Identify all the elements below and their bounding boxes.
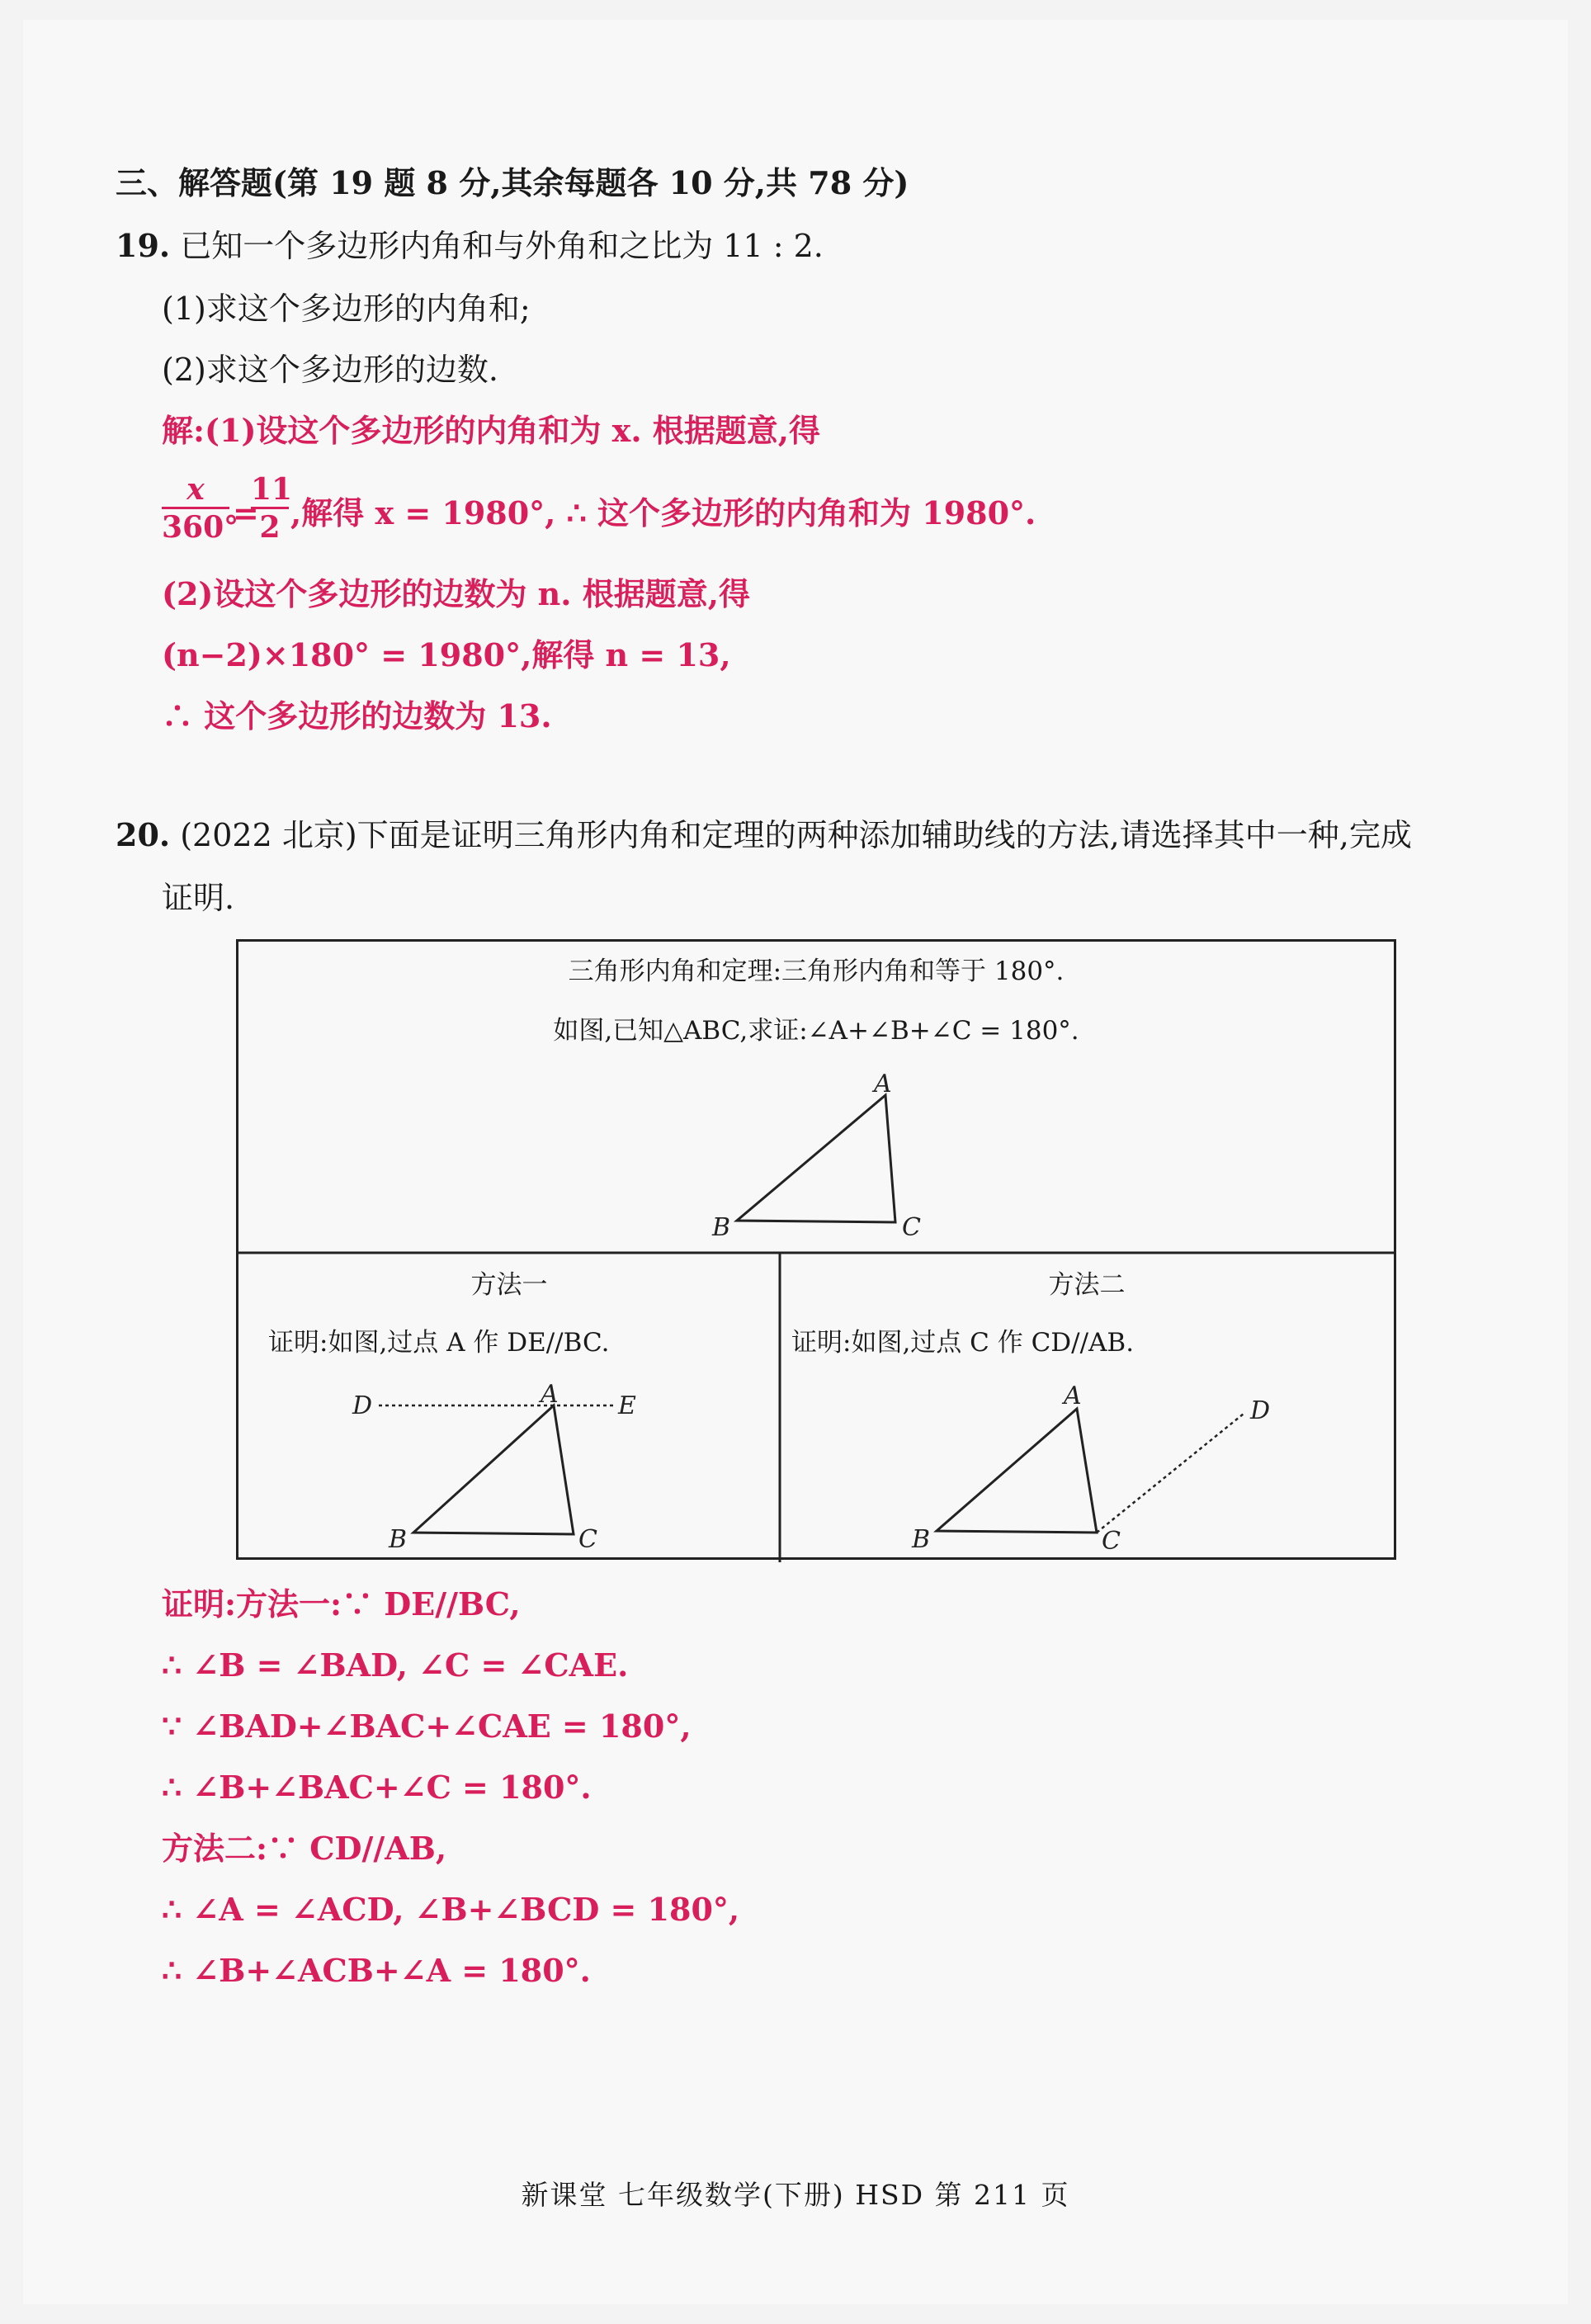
m1-label-a: A: [541, 1380, 559, 1409]
method1-text: 证明:如图,过点 A 作 DE//BC.: [268, 1328, 610, 1358]
q19-solution-line2: ,解得 x = 1980°, ∴ 这个多边形的内角和为 1980°.: [290, 494, 1036, 531]
m1-label-b: B: [389, 1525, 408, 1554]
label-a: A: [874, 1070, 892, 1098]
page-footer: 新课堂 七年级数学(下册) HSD 第 211 页: [521, 2179, 1070, 2211]
q20-solution-line7: ∴ ∠B+∠ACB+∠A = 180°.: [162, 1952, 591, 1989]
q20-solution-line4: ∴ ∠B+∠BAC+∠C = 180°.: [162, 1769, 592, 1806]
triangle-method1: [413, 1405, 574, 1534]
q19-solution-line4: (n−2)×180° = 1980°,解得 n = 13,: [162, 636, 731, 673]
q19-frac-right-num: 11: [251, 472, 293, 507]
question-19-text: 已知一个多边形内角和与外角和之比为 11 : 2.: [180, 228, 824, 264]
theorem-box: [236, 939, 1396, 1560]
m2-label-c: C: [1102, 1527, 1121, 1556]
section-heading: 三、解答题(第 19 题 8 分,其余每题各 10 分,共 78 分): [116, 164, 909, 201]
q19-solution-line5: ∴ 这个多边形的边数为 13.: [162, 697, 552, 735]
triangle-method2: [937, 1409, 1097, 1533]
q20-solution-line5: 方法二:∵ CD//AB,: [162, 1830, 447, 1867]
method2-title: 方法二: [1048, 1270, 1126, 1300]
question-19-number: 19.: [116, 227, 171, 264]
label-b: B: [712, 1213, 731, 1242]
q19-frac-left-den: 360°: [162, 510, 239, 545]
method2-text: 证明:如图,过点 C 作 CD//AB.: [791, 1328, 1135, 1358]
question-20-stem: [116, 815, 1412, 855]
theorem-statement: 三角形内角和定理:三角形内角和等于 180°.: [568, 957, 1065, 986]
question-20-number: 20.: [116, 816, 171, 853]
m1-label-d: D: [352, 1391, 373, 1420]
question-19-stem: [116, 226, 824, 266]
q20-solution-line1: 证明:方法一:∵ DE//BC,: [162, 1585, 521, 1623]
m1-label-e: E: [618, 1391, 636, 1420]
q19-solution-line3: (2)设这个多边形的边数为 n. 根据题意,得: [162, 575, 750, 612]
m1-label-c: C: [578, 1525, 597, 1554]
m2-label-d: D: [1250, 1396, 1271, 1425]
q19-frac-left-num: x: [186, 472, 205, 507]
q19-fraction-left: [162, 472, 239, 546]
q19-fraction-right: [251, 472, 293, 546]
q20-solution-line2: ∴ ∠B = ∠BAD, ∠C = ∠CAE.: [162, 1646, 629, 1684]
q19-solution-line1: 解:(1)设这个多边形的内角和为 x. 根据题意,得: [162, 412, 821, 449]
method1-title: 方法一: [470, 1270, 548, 1300]
q19-frac-right-den: 2: [259, 510, 281, 545]
dotted-line-cd: [1097, 1414, 1244, 1533]
m2-label-a: A: [1064, 1382, 1082, 1410]
label-c: C: [902, 1213, 921, 1242]
q20-solution-line6: ∴ ∠A = ∠ACD, ∠B+∠BCD = 180°,: [162, 1891, 740, 1928]
question-19-part2: (2)求这个多边形的边数.: [162, 352, 498, 388]
question-19-part1: (1)求这个多边形的内角和;: [162, 290, 531, 327]
theorem-given: 如图,已知△ABC,求证:∠A+∠B+∠C = 180°.: [553, 1016, 1079, 1046]
m2-label-b: B: [912, 1525, 931, 1554]
question-20-text: (2022 北京)下面是证明三角形内角和定理的两种添加辅助线的方法,请选择其中一种,完成: [180, 817, 1412, 853]
q20-solution-line3: ∵ ∠BAD+∠BAC+∠CAE = 180°,: [162, 1708, 692, 1745]
box-diagrams: [238, 942, 1394, 1562]
triangle-abc: [737, 1095, 895, 1222]
q19-fraction-equals: =: [233, 494, 259, 531]
question-20-stem-cont: 证明.: [162, 880, 235, 916]
